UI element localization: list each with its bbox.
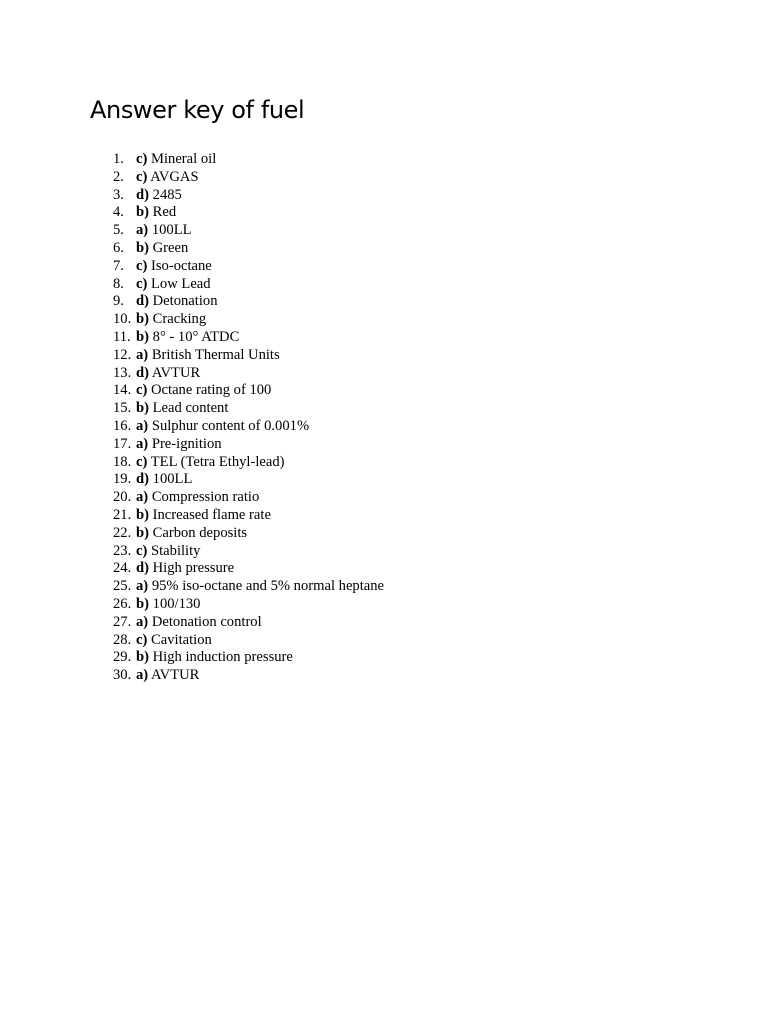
answer-text: Detonation control (151, 613, 262, 630)
answer-text: 2485 (152, 186, 182, 203)
answer-letter: b) (136, 400, 149, 417)
answer-text: AVTUR (151, 667, 200, 684)
answer-number: 7. (113, 257, 124, 274)
answer-content (136, 311, 206, 329)
answer-content (136, 365, 200, 383)
answer-letter: d) (136, 186, 149, 203)
answer-letter: c) (136, 275, 148, 292)
answer-letter: a) (136, 417, 149, 434)
answer-letter: a) (136, 222, 149, 239)
answer-number: 24. (113, 560, 132, 577)
answer-text: 100LL (151, 222, 192, 239)
answer-content (136, 329, 239, 347)
answer-letter: c) (136, 542, 148, 559)
answer-letter: b) (136, 239, 149, 256)
answer-text: High induction pressure (152, 649, 293, 666)
answer-number: 18. (113, 453, 132, 470)
answer-number: 11. (113, 328, 131, 345)
answer-number: 23. (113, 542, 132, 559)
answer-number: 1. (113, 151, 124, 167)
answer-content (136, 507, 271, 525)
answer-number: 29. (113, 649, 132, 666)
answer-number: 9. (113, 293, 124, 310)
answer-text: 100/130 (152, 595, 201, 612)
answer-letter: b) (136, 328, 149, 345)
answer-content (136, 240, 188, 258)
answer-text: TEL (Tetra Ethyl-lead) (150, 453, 285, 470)
answer-content (136, 560, 234, 578)
answer-letter: b) (136, 595, 149, 612)
answer-number: 26. (113, 595, 132, 612)
answer-content (136, 454, 285, 472)
answer-letter: a) (136, 489, 149, 506)
answer-content (136, 258, 212, 276)
answer-number: 21. (113, 506, 132, 523)
answer-content (136, 400, 228, 418)
answer-content (136, 151, 216, 169)
answer-number: 25. (113, 578, 132, 595)
answer-letter: b) (136, 204, 149, 221)
answer-letter: a) (136, 435, 149, 452)
answer-number: 3. (113, 186, 124, 203)
answer-content (136, 489, 259, 507)
answer-number: 8. (113, 275, 124, 292)
answer-text: 100LL (152, 471, 193, 488)
answer-letter: d) (136, 560, 149, 577)
answer-text: Mineral oil (151, 151, 217, 167)
answer-text: Cavitation (151, 631, 212, 648)
answer-content (136, 596, 200, 614)
answer-text: Carbon deposits (152, 524, 248, 541)
answer-text: Increased flame rate (152, 506, 271, 523)
answer-letter: b) (136, 649, 149, 666)
answer-text: Compression ratio (151, 489, 260, 506)
answer-text: High pressure (152, 560, 235, 577)
answer-letter: c) (136, 257, 148, 274)
answer-letter: b) (136, 506, 149, 523)
answer-content (136, 222, 192, 240)
answer-letter: c) (136, 168, 148, 185)
answer-content (136, 347, 280, 365)
answer-number: 27. (113, 613, 132, 630)
answer-content (136, 667, 199, 685)
answer-content (136, 382, 271, 400)
answer-content (136, 471, 192, 489)
answer-content (136, 187, 182, 205)
answer-number: 4. (113, 204, 124, 221)
answer-text: Lead content (152, 400, 229, 417)
answer-number: 28. (113, 631, 132, 648)
answer-text: Low Lead (151, 275, 211, 292)
answer-number: 22. (113, 524, 132, 541)
answer-content (136, 293, 218, 311)
answer-text: Cracking (152, 311, 207, 328)
answer-letter: d) (136, 471, 149, 488)
answer-letter: a) (136, 578, 149, 595)
answer-number: 19. (113, 471, 132, 488)
answer-content (136, 418, 309, 436)
answer-content (136, 276, 211, 294)
answer-letter: d) (136, 293, 149, 310)
answer-letter: a) (136, 346, 149, 363)
answer-letter: c) (136, 151, 148, 167)
answer-number: 2. (113, 168, 124, 185)
answer-text: 8° - 10° ATDC (152, 328, 240, 345)
answer-number: 16. (113, 417, 132, 434)
answer-text: Stability (151, 542, 201, 559)
answer-text: 95% iso-octane and 5% normal heptane (151, 578, 385, 595)
answer-text: Iso-octane (151, 257, 212, 274)
answer-content (136, 578, 384, 596)
answer-text: Octane rating of 100 (151, 382, 272, 399)
answer-content (136, 632, 212, 650)
answer-letter: a) (136, 613, 149, 630)
answer-content (136, 543, 200, 561)
answer-content (136, 614, 262, 632)
answer-content (136, 169, 199, 187)
answer-text: British Thermal Units (151, 346, 280, 363)
answer-text: Detonation (152, 293, 218, 310)
answer-number: 17. (113, 435, 132, 452)
answer-number: 14. (113, 382, 132, 399)
answer-text: Sulphur content of 0.001% (151, 417, 310, 434)
answer-number: 6. (113, 239, 124, 256)
answer-number: 30. (113, 667, 132, 684)
answer-letter: c) (136, 382, 148, 399)
answer-letter: b) (136, 311, 149, 328)
answer-number: 12. (113, 346, 132, 363)
answer-letter: c) (136, 631, 148, 648)
answer-number: 5. (113, 222, 124, 239)
answer-text: AVGAS (150, 168, 199, 185)
answer-content (136, 204, 176, 222)
answer-text: Pre-ignition (151, 435, 222, 452)
answer-letter: d) (136, 364, 149, 381)
answer-text: Red (152, 204, 177, 221)
answer-letter: b) (136, 524, 149, 541)
answer-text: AVTUR (151, 364, 201, 381)
answer-letter: c) (136, 453, 148, 470)
answer-number: 15. (113, 400, 132, 417)
answer-text: Green (152, 239, 189, 256)
answer-number: 13. (113, 364, 132, 381)
answer-content (136, 525, 247, 543)
answer-number: 10. (113, 311, 132, 328)
answer-number: 20. (113, 489, 132, 506)
page-title: Answer key of fuel (90, 96, 305, 124)
answer-letter: a) (136, 667, 149, 684)
answer-content (136, 649, 293, 667)
answer-content (136, 436, 222, 454)
